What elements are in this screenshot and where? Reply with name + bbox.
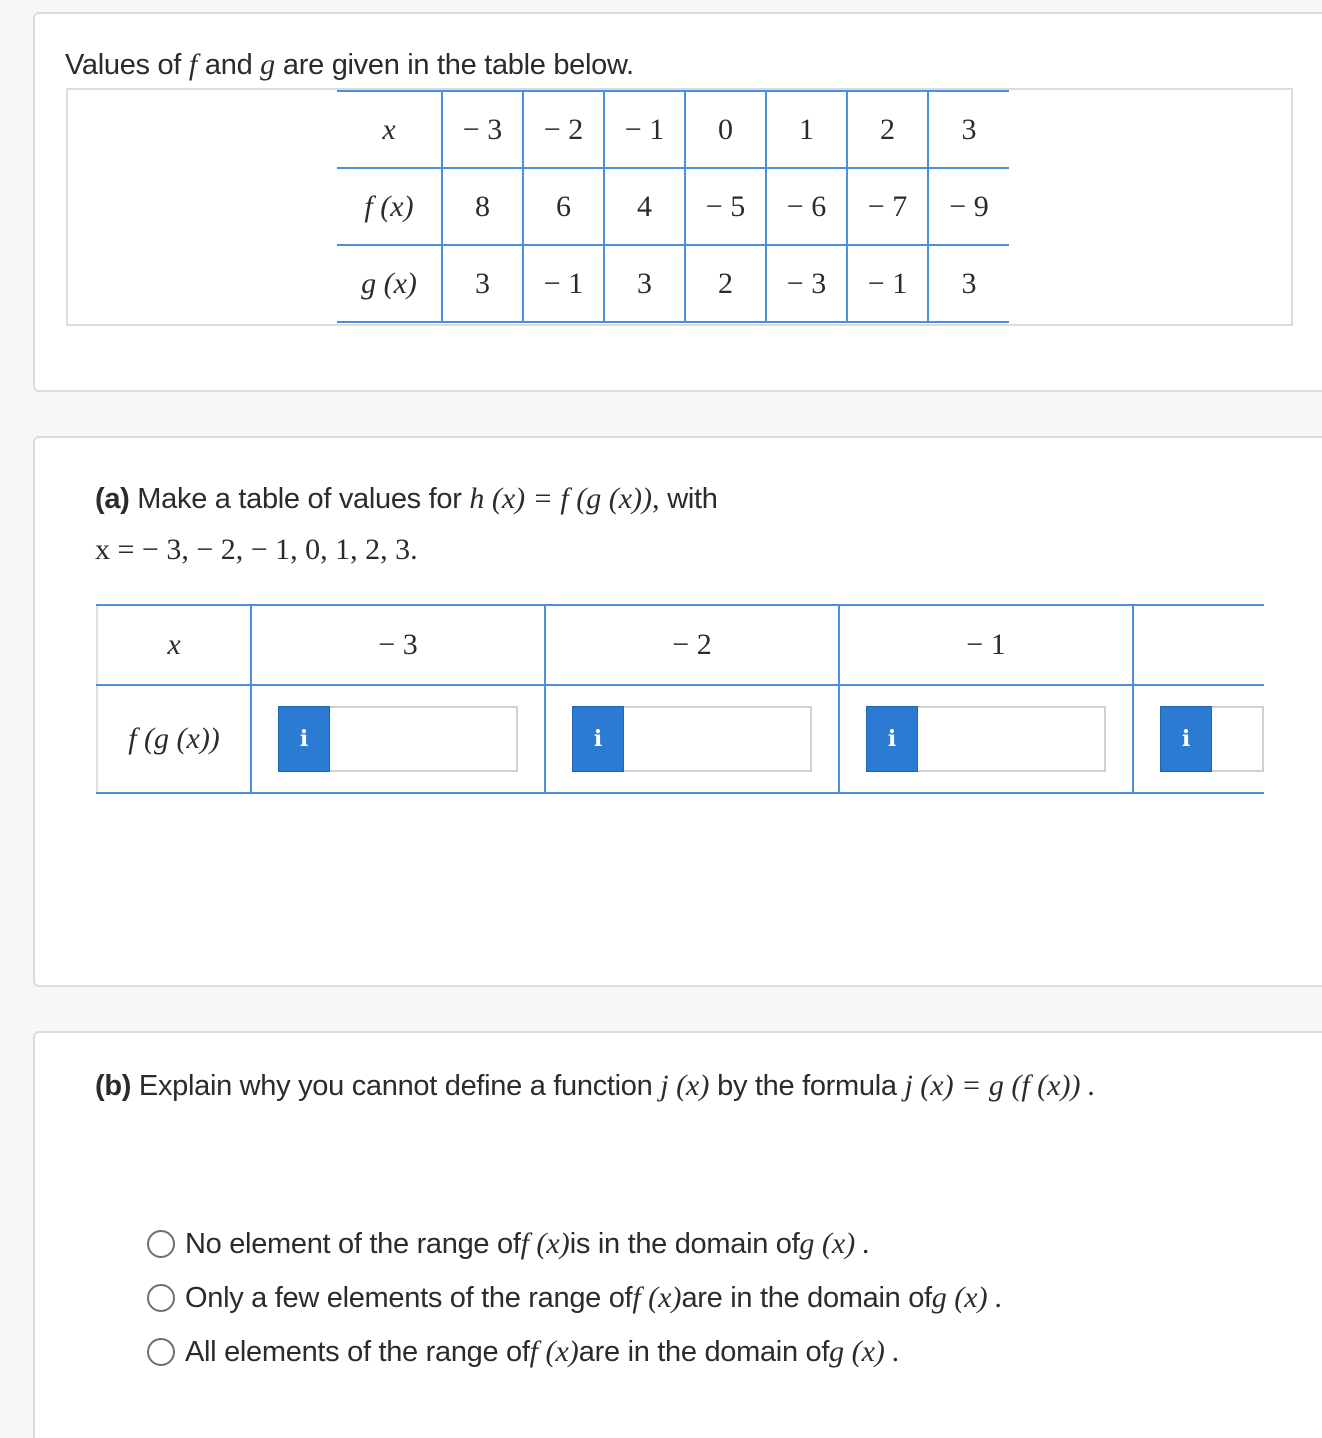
option-text: are in the domain of (578, 1335, 830, 1368)
h-values-table (96, 604, 1264, 794)
option-text: No element of the range of (185, 1227, 521, 1260)
option-gx: g (x) . (799, 1227, 871, 1260)
given-values-table (337, 90, 1009, 323)
part-a-with: with (659, 483, 718, 515)
option-text: is in the domain of (569, 1227, 800, 1260)
x-value-cell: − 1 (604, 91, 685, 168)
x-value-cell: 3 (928, 91, 1009, 168)
g-value-cell: − 3 (766, 245, 847, 322)
f-value-cell: 8 (442, 168, 523, 245)
f-value-cell: 4 (604, 168, 685, 245)
x-value-cell: 1 (766, 91, 847, 168)
f-value-cell: − 9 (928, 168, 1009, 245)
answer-input[interactable] (918, 706, 1106, 772)
intro-pre: Values of (65, 49, 189, 81)
radio-button[interactable] (147, 1284, 175, 1312)
option-few-elements[interactable] (147, 1271, 1003, 1325)
option-fx: f (x) (632, 1281, 682, 1314)
radio-button[interactable] (147, 1230, 175, 1258)
x-value-cell: − 2 (523, 91, 604, 168)
g-value-cell: 3 (442, 245, 523, 322)
info-icon[interactable]: i (1160, 706, 1212, 772)
intro-post: are given in the table below. (275, 49, 634, 81)
given-values-card (33, 12, 1322, 392)
intro-g: g (260, 48, 276, 81)
part-b-j-expression: j (x) = g (f (x)) . (904, 1069, 1096, 1102)
option-text: Only a few elements of the range of (185, 1281, 633, 1314)
f-value-cell: − 6 (766, 168, 847, 245)
radio-button[interactable] (147, 1338, 175, 1366)
intro-text (65, 48, 634, 82)
h-x-cell: − 3 (251, 605, 545, 685)
answer-options (147, 1217, 1003, 1379)
x-value-cell: − 3 (442, 91, 523, 168)
row-label-g: g (x) (337, 245, 442, 322)
f-value-cell: 6 (523, 168, 604, 245)
option-no-element[interactable] (147, 1217, 1003, 1271)
f-value-cell: − 5 (685, 168, 766, 245)
info-icon[interactable]: i (278, 706, 330, 772)
h-answer-cell (839, 685, 1133, 793)
h-x-cell: − 1 (839, 605, 1133, 685)
row-label-x: x (337, 91, 442, 168)
g-value-cell: 2 (685, 245, 766, 322)
row-label-f: f (x) (337, 168, 442, 245)
h-answer-cell (251, 685, 545, 793)
part-b-question (95, 1069, 1095, 1103)
h-x-cell: − 2 (545, 605, 839, 685)
part-a-card (33, 436, 1322, 987)
option-fx: f (x) (520, 1227, 570, 1260)
option-fx: f (x) (529, 1335, 579, 1368)
f-row (337, 168, 1009, 245)
part-a-h-expression: h (x) = f (g (x)), (469, 482, 660, 515)
g-row (337, 245, 1009, 322)
part-b-text-mid: by the formula (709, 1070, 905, 1102)
part-a-text: Make a table of values for (129, 483, 470, 515)
part-b-label: (b) (95, 1070, 132, 1102)
part-b-j-var: j (x) (660, 1069, 710, 1102)
h-x-cell (1133, 605, 1264, 685)
x-row (337, 91, 1009, 168)
h-answer-cell (545, 685, 839, 793)
answer-input[interactable] (330, 706, 518, 772)
part-a-label: (a) (95, 483, 130, 515)
x-value-cell: 2 (847, 91, 928, 168)
g-value-cell: 3 (928, 245, 1009, 322)
intro-and: and (197, 49, 261, 81)
option-text: are in the domain of (681, 1281, 932, 1314)
part-a-question (95, 476, 995, 578)
part-a-x-list: x = − 3, − 2, − 1, 0, 1, 2, 3. (95, 533, 418, 566)
intro-f: f (188, 48, 198, 81)
h-row-label-x: x (97, 605, 251, 685)
f-value-cell: − 7 (847, 168, 928, 245)
answer-input[interactable] (1212, 706, 1264, 772)
x-value-cell: 0 (685, 91, 766, 168)
g-value-cell: − 1 (523, 245, 604, 322)
option-gx: g (x) . (829, 1335, 900, 1368)
g-value-cell: 3 (604, 245, 685, 322)
part-b-card (33, 1031, 1322, 1438)
h-fg-row (97, 685, 1264, 793)
info-icon[interactable]: i (572, 706, 624, 772)
option-text: All elements of the range of (185, 1335, 530, 1368)
option-all-elements[interactable] (147, 1325, 1003, 1379)
h-x-row (97, 605, 1264, 685)
answer-input[interactable] (624, 706, 812, 772)
info-icon[interactable]: i (866, 706, 918, 772)
h-row-label-fg: f (g (x)) (97, 685, 251, 793)
part-b-text: Explain why you cannot define a function (131, 1070, 661, 1102)
g-value-cell: − 1 (847, 245, 928, 322)
h-answer-cell (1133, 685, 1264, 793)
option-gx: g (x) . (931, 1281, 1003, 1314)
